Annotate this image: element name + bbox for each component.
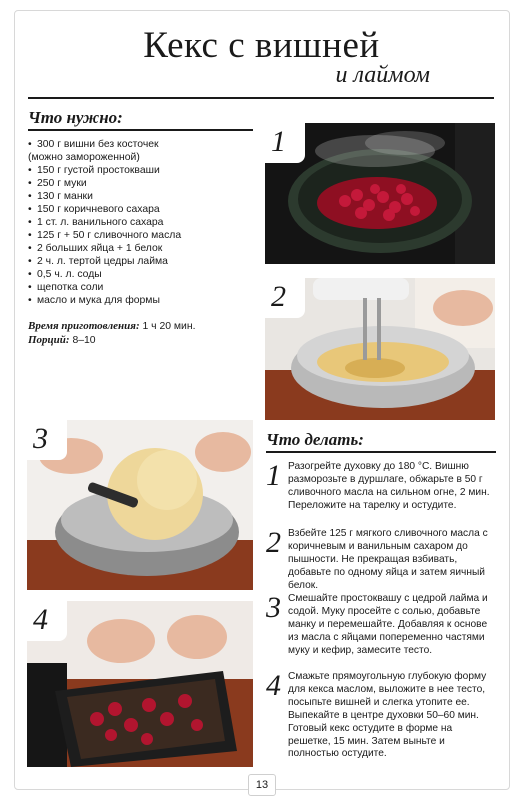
ingredient-item: • 0,5 ч. л. соды bbox=[28, 268, 253, 281]
step-2 bbox=[266, 528, 496, 593]
ingredients-heading: Что нужно: bbox=[28, 108, 123, 127]
step-4 bbox=[266, 671, 496, 761]
step-1 bbox=[266, 461, 496, 513]
photo-step-number: 2 bbox=[271, 280, 286, 313]
ingredient-item: (можно замороженной) bbox=[28, 152, 140, 163]
cooking-time-label: Время приготовления: bbox=[28, 320, 140, 332]
step-number: 4 bbox=[266, 669, 281, 702]
page-number: 13 bbox=[248, 774, 276, 796]
step-text: Разогрейте духовку до 180 °С. Вишню разморозьте в дуршлаге, обжарьте в 50 г сливочного масла на сильном огне, 2 мин. Переложите на тарелку и остудите. bbox=[288, 461, 490, 511]
step-text: Взбейте 125 г мягкого сливочного масла с коричневым и ванильным сахаром до пышности. Не прекращая взбивать, добавьте по одному яйца и затем яичный белок. bbox=[288, 528, 488, 591]
photo-step-number: 4 bbox=[33, 603, 48, 636]
recipe-title: Кекс с вишней bbox=[143, 25, 380, 66]
step-text: Смажьте прямоугольную глубокую форму для кекса маслом, выложите в нее тесто, посыпьте вишней и слегка утопите ее. Выпекайте в центре духовки 50–60 мин. Готовый кекс остудите в форме на решетке, 15 мин. Затем выньте и полностью остудите. bbox=[288, 671, 487, 760]
ingredient-item: • 125 г + 50 г сливочного масла bbox=[28, 229, 253, 242]
ingredient-item: • 300 г вишни без косточек bbox=[28, 138, 253, 151]
steps-heading: Что делать: bbox=[266, 430, 364, 449]
cooking-time bbox=[28, 320, 258, 333]
ingredient-item: • 150 г коричневого сахара bbox=[28, 203, 253, 216]
ingredient-item: • щепотка соли bbox=[28, 281, 253, 294]
step-text: Смешайте простоквашу с цедрой лайма и содой. Муку просейте с солью, добавьте манку и перемешайте. Добавляя к основе из масла с яйцами попеременно частями муку и кефир, замесите тесто. bbox=[288, 593, 488, 656]
servings-value: 8–10 bbox=[69, 335, 96, 346]
ingredient-item: • масло и мука для формы bbox=[28, 294, 253, 307]
ingredient-item: • 2 ч. л. тертой цедры лайма bbox=[28, 255, 253, 268]
ingredients-list bbox=[28, 138, 253, 307]
ingredient-item: • 2 больших яйца + 1 белок bbox=[28, 242, 253, 255]
mixer-bowl-photo bbox=[265, 278, 495, 420]
steps-divider bbox=[266, 451, 496, 453]
cooking-time-value: 1 ч 20 мин. bbox=[139, 321, 196, 332]
step-number: 3 bbox=[266, 591, 281, 624]
step-number: 2 bbox=[266, 526, 281, 559]
step-3 bbox=[266, 593, 496, 658]
servings-label: Порций: bbox=[28, 334, 70, 346]
ingredients-divider bbox=[28, 129, 253, 131]
ingredient-item: • 130 г манки bbox=[28, 190, 253, 203]
dough-bowl-photo bbox=[27, 420, 253, 590]
servings bbox=[28, 334, 258, 347]
recipe-subtitle: и лаймом bbox=[335, 62, 430, 88]
title-divider bbox=[28, 97, 494, 99]
ingredient-item: • 250 г муки bbox=[28, 177, 253, 190]
ingredient-item: • 150 г густой простокваши bbox=[28, 164, 253, 177]
photo-step-number: 3 bbox=[33, 422, 48, 455]
step-number: 1 bbox=[266, 459, 281, 492]
loaf-pan-cherries-photo bbox=[27, 601, 253, 767]
ingredient-item: • 1 ст. л. ванильного сахара bbox=[28, 216, 253, 229]
photo-step-number: 1 bbox=[271, 125, 286, 158]
pan-with-cherries-photo bbox=[265, 123, 495, 264]
